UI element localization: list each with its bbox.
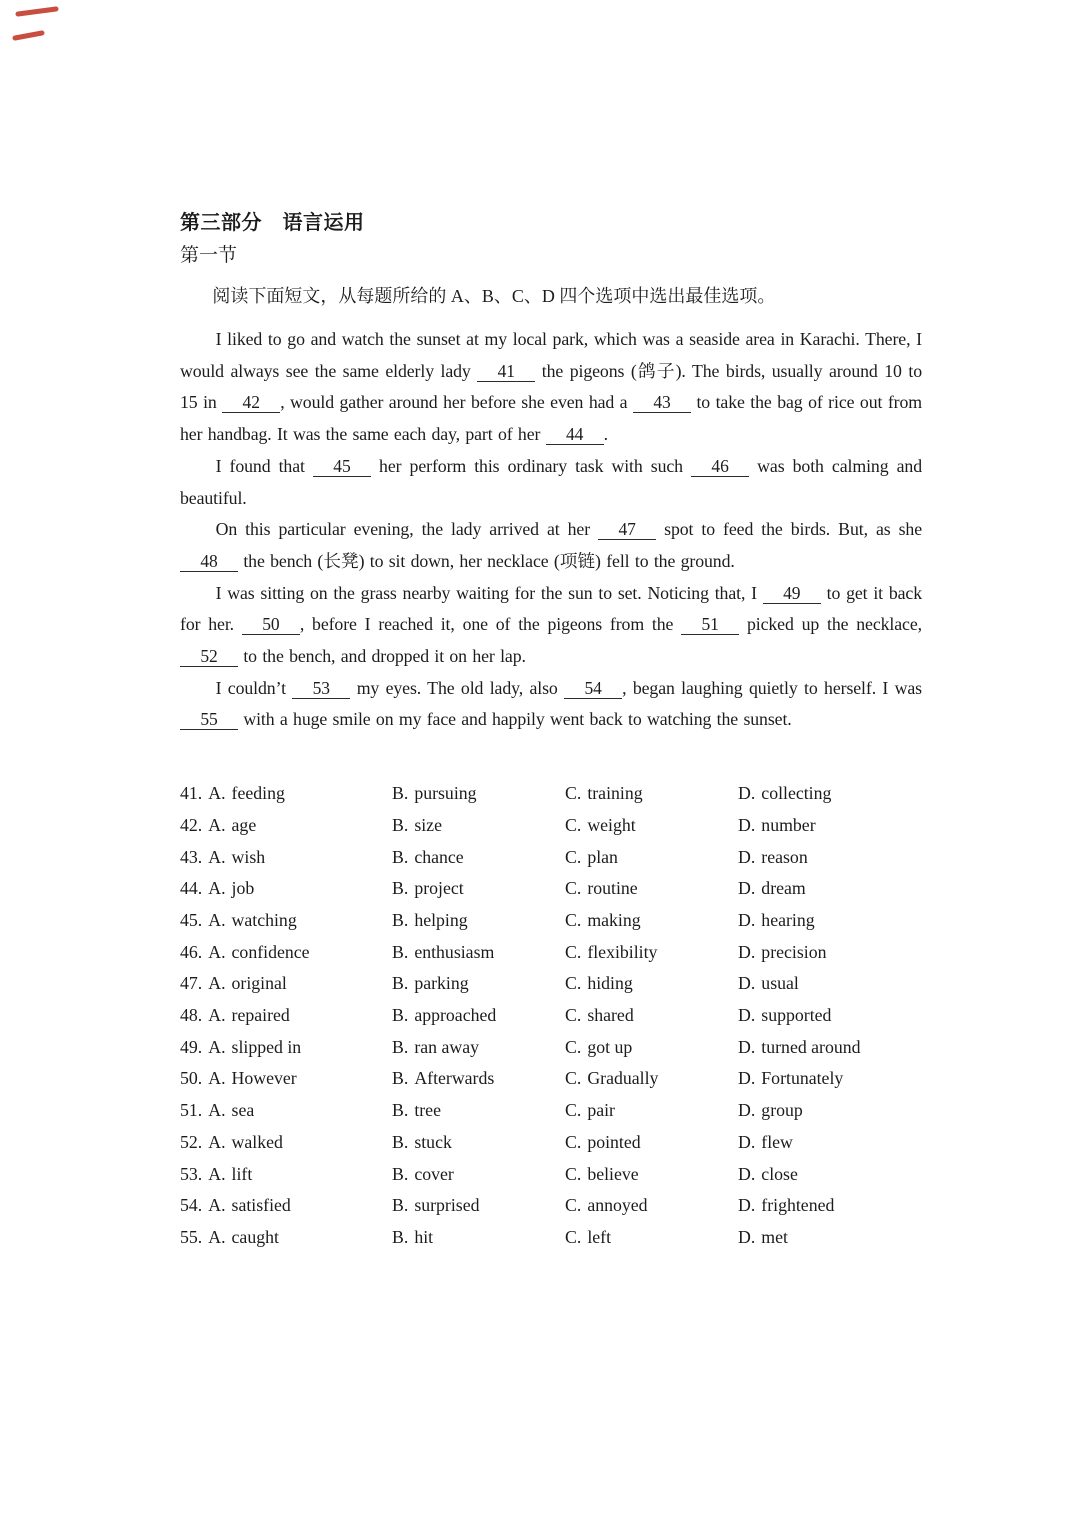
- question-47-option-d: [738, 968, 922, 1000]
- option-letter: D.: [738, 1068, 756, 1089]
- option-text: confidence: [231, 941, 310, 962]
- option-text: helping: [414, 909, 468, 930]
- question-55-option-a: [180, 1222, 392, 1254]
- option-letter: D.: [738, 941, 756, 962]
- question-row-42: [180, 810, 922, 842]
- question-row-45: [180, 905, 922, 937]
- option-letter: B.: [392, 1100, 409, 1121]
- question-41-option-a: [180, 778, 392, 810]
- option-text: hiding: [587, 973, 633, 994]
- question-41-option-d: [738, 778, 922, 810]
- question-row-46: [180, 937, 922, 969]
- question-45-option-d: [738, 905, 922, 937]
- passage-text: to the bench, and dropped it on her lap.: [238, 646, 526, 667]
- cloze-blank-54: 54: [564, 678, 622, 699]
- question-41-option-c: [565, 778, 738, 810]
- option-letter: B.: [392, 878, 409, 899]
- passage-text: picked up the necklace,: [739, 614, 922, 635]
- option-letter: D.: [738, 846, 756, 867]
- question-row-43: [180, 842, 922, 874]
- part-heading: 第三部分 语言运用: [180, 212, 365, 234]
- question-45-option-a: [180, 905, 392, 937]
- option-letter: C.: [565, 814, 582, 835]
- option-letter: B.: [392, 941, 409, 962]
- cloze-blank-41: 41: [477, 361, 535, 382]
- option-letter: B.: [392, 783, 409, 804]
- question-49-option-c: [565, 1032, 738, 1064]
- passage-text: the bench (长凳) to sit down, her necklace (项链) fell to the ground.: [238, 550, 735, 571]
- option-letter: C.: [565, 1163, 582, 1184]
- passage-text: with a huge smile on my face and happily went back to watching the sunset.: [238, 709, 792, 730]
- question-number: 55.: [180, 1226, 203, 1247]
- option-letter: B.: [392, 1163, 409, 1184]
- option-letter: A.: [208, 1131, 226, 1152]
- option-letter: B.: [392, 846, 409, 867]
- question-43-option-c: [565, 842, 738, 874]
- option-text: tree: [414, 1100, 441, 1121]
- question-41-option-b: [392, 778, 565, 810]
- cloze-blank-50: 50: [242, 614, 300, 635]
- option-text: ran away: [414, 1036, 479, 1057]
- option-text: Gradually: [587, 1068, 659, 1089]
- option-letter: A.: [208, 973, 226, 994]
- option-text: close: [761, 1163, 798, 1184]
- option-letter: A.: [208, 846, 226, 867]
- question-number: 53.: [180, 1163, 203, 1184]
- question-number: 49.: [180, 1036, 203, 1057]
- passage-paragraph: [180, 673, 922, 736]
- passage-text: to get it back for her.: [180, 582, 923, 635]
- question-47-option-c: [565, 968, 738, 1000]
- question-50-option-c: [565, 1063, 738, 1095]
- question-number: 51.: [180, 1100, 203, 1121]
- option-letter: D.: [738, 1100, 756, 1121]
- option-text: got up: [587, 1036, 633, 1057]
- option-text: feeding: [231, 783, 285, 804]
- cloze-blank-45: 45: [313, 456, 371, 477]
- option-letter: A.: [208, 1005, 226, 1026]
- option-text: original: [231, 973, 287, 994]
- passage-text: the pigeons (鸽子). The birds, usually around 10 to 15 in: [180, 360, 922, 413]
- question-row-44: [180, 873, 922, 905]
- question-51-option-d: [738, 1095, 922, 1127]
- cloze-blank-49: 49: [763, 583, 821, 604]
- cloze-blank-47: 47: [598, 519, 656, 540]
- option-text: making: [587, 909, 641, 930]
- option-text: repaired: [231, 1005, 290, 1026]
- question-47-option-b: [392, 968, 565, 1000]
- question-49-option-b: [392, 1032, 565, 1064]
- cloze-blank-55: 55: [180, 709, 238, 730]
- option-letter: D.: [738, 814, 756, 835]
- passage-text: was both calming and beautiful.: [180, 455, 922, 508]
- question-row-51: [180, 1095, 922, 1127]
- question-55-option-c: [565, 1222, 738, 1254]
- option-letter: C.: [565, 878, 582, 899]
- question-number: 50.: [180, 1068, 203, 1089]
- question-52-option-c: [565, 1127, 738, 1159]
- cloze-passage: [180, 324, 922, 736]
- question-number: 42.: [180, 814, 203, 835]
- option-text: chance: [414, 846, 464, 867]
- passage-text: .: [603, 424, 609, 445]
- option-text: hit: [414, 1226, 434, 1247]
- passage-text: I found that: [215, 455, 313, 476]
- question-number: 46.: [180, 941, 203, 962]
- question-49-option-a: [180, 1032, 392, 1064]
- passage-text: my eyes. The old lady, also: [350, 677, 565, 698]
- passage-paragraph: [180, 451, 922, 514]
- cloze-blank-53: 53: [292, 678, 350, 699]
- question-53-option-b: [392, 1159, 565, 1191]
- question-44-option-a: [180, 873, 392, 905]
- passage-text: , would gather around her before she even had a: [280, 392, 633, 413]
- option-text: believe: [587, 1163, 639, 1184]
- option-text: group: [761, 1100, 803, 1121]
- question-50-option-d: [738, 1063, 922, 1095]
- question-45-option-b: [392, 905, 565, 937]
- question-46-option-b: [392, 937, 565, 969]
- question-number: 41.: [180, 783, 203, 804]
- question-row-54: [180, 1190, 922, 1222]
- passage-text: I liked to go and watch the sunset at my local park, which was a seaside area in Karachi. There, I would always see the same elderly lady: [180, 329, 922, 381]
- question-53-option-d: [738, 1159, 922, 1191]
- option-text: shared: [587, 1005, 634, 1026]
- option-letter: A.: [208, 1195, 226, 1216]
- passage-text: I couldn’t: [215, 677, 293, 698]
- option-letter: D.: [738, 1036, 756, 1057]
- option-text: number: [761, 814, 816, 835]
- option-letter: D.: [738, 1131, 756, 1152]
- question-number: 47.: [180, 973, 203, 994]
- option-letter: C.: [565, 846, 582, 867]
- question-row-52: [180, 1127, 922, 1159]
- option-letter: A.: [208, 941, 226, 962]
- cloze-blank-52: 52: [180, 646, 238, 667]
- question-number: 45.: [180, 909, 203, 930]
- option-letter: A.: [208, 1068, 226, 1089]
- option-text: However: [231, 1068, 297, 1089]
- option-letter: C.: [565, 1068, 582, 1089]
- question-46-option-d: [738, 937, 922, 969]
- question-55-option-b: [392, 1222, 565, 1254]
- question-46-option-a: [180, 937, 392, 969]
- option-text: walked: [231, 1131, 283, 1152]
- option-text: dream: [761, 878, 806, 899]
- option-letter: D.: [738, 1226, 756, 1247]
- passage-paragraph: [180, 514, 922, 577]
- question-45-option-c: [565, 905, 738, 937]
- question-42-option-c: [565, 810, 738, 842]
- option-text: job: [231, 878, 255, 899]
- option-text: enthusiasm: [414, 941, 495, 962]
- passage-text: her perform this ordinary task with such: [370, 455, 692, 476]
- question-row-50: [180, 1063, 922, 1095]
- passage-text: to take the bag of rice out from her handbag. It was the same each day, part of her: [180, 392, 922, 445]
- options-table: [180, 778, 922, 1254]
- option-letter: B.: [392, 1005, 409, 1026]
- option-letter: D.: [738, 909, 756, 930]
- passage-text: I was sitting on the grass nearby waiting for the sun to set. Noticing that, I: [215, 582, 763, 603]
- cloze-blank-43: 43: [633, 392, 691, 413]
- question-50-option-a: [180, 1063, 392, 1095]
- option-text: surprised: [414, 1195, 480, 1216]
- option-text: watching: [231, 909, 297, 930]
- question-42-option-d: [738, 810, 922, 842]
- option-text: left: [587, 1226, 612, 1247]
- question-44-option-b: [392, 873, 565, 905]
- option-text: project: [414, 878, 464, 899]
- option-letter: D.: [738, 973, 756, 994]
- question-51-option-c: [565, 1095, 738, 1127]
- question-43-option-d: [738, 842, 922, 874]
- question-44-option-d: [738, 873, 922, 905]
- question-48-option-c: [565, 1000, 738, 1032]
- question-number: 43.: [180, 846, 203, 867]
- option-text: size: [414, 814, 442, 835]
- option-letter: D.: [738, 878, 756, 899]
- option-text: pursuing: [414, 783, 477, 804]
- cloze-blank-42: 42: [222, 392, 280, 413]
- question-48-option-b: [392, 1000, 565, 1032]
- option-letter: A.: [208, 1036, 226, 1057]
- cloze-blank-44: 44: [546, 424, 604, 445]
- option-letter: A.: [208, 1163, 226, 1184]
- question-53-option-c: [565, 1159, 738, 1191]
- option-text: met: [761, 1226, 788, 1247]
- option-text: turned around: [761, 1036, 861, 1057]
- option-text: routine: [587, 878, 638, 899]
- red-annotation-marks: [12, 2, 76, 50]
- option-letter: D.: [738, 783, 756, 804]
- option-letter: A.: [208, 878, 226, 899]
- option-text: lift: [231, 1163, 253, 1184]
- option-letter: C.: [565, 1100, 582, 1121]
- option-letter: C.: [565, 1195, 582, 1216]
- option-text: frightened: [761, 1195, 835, 1216]
- option-letter: B.: [392, 909, 409, 930]
- option-text: reason: [761, 846, 808, 867]
- option-letter: C.: [565, 1131, 582, 1152]
- question-48-option-a: [180, 1000, 392, 1032]
- content-area: [180, 207, 922, 1254]
- option-text: flew: [761, 1131, 793, 1152]
- option-letter: C.: [565, 909, 582, 930]
- option-letter: A.: [208, 909, 226, 930]
- option-letter: A.: [208, 1226, 226, 1247]
- option-letter: C.: [565, 1036, 582, 1057]
- option-text: approached: [414, 1005, 497, 1026]
- option-text: usual: [761, 973, 799, 994]
- question-48-option-d: [738, 1000, 922, 1032]
- option-text: plan: [587, 846, 618, 867]
- option-text: wish: [231, 846, 266, 867]
- option-text: Afterwards: [414, 1068, 495, 1089]
- question-46-option-c: [565, 937, 738, 969]
- option-text: slipped in: [231, 1036, 302, 1057]
- option-letter: D.: [738, 1005, 756, 1026]
- cloze-blank-48: 48: [180, 551, 238, 572]
- option-letter: B.: [392, 814, 409, 835]
- question-55-option-d: [738, 1222, 922, 1254]
- option-letter: B.: [392, 1068, 409, 1089]
- instructions-text: 阅读下面短文，从每题所给的 A、B、C、D 四个选项中选出最佳选项。: [212, 286, 776, 306]
- passage-text: , began laughing quietly to herself. I was: [622, 677, 922, 698]
- option-letter: B.: [392, 1195, 409, 1216]
- passage-text: , before I reached it, one of the pigeons from the: [299, 614, 682, 635]
- option-letter: B.: [392, 1131, 409, 1152]
- option-text: caught: [231, 1226, 279, 1247]
- option-letter: B.: [392, 973, 409, 994]
- question-53-option-a: [180, 1159, 392, 1191]
- option-text: hearing: [761, 909, 815, 930]
- question-row-41: [180, 778, 922, 810]
- option-text: training: [587, 783, 643, 804]
- option-letter: D.: [738, 1195, 756, 1216]
- option-letter: B.: [392, 1226, 409, 1247]
- question-number: 44.: [180, 878, 203, 899]
- option-text: weight: [587, 814, 636, 835]
- option-text: annoyed: [587, 1195, 648, 1216]
- question-52-option-d: [738, 1127, 922, 1159]
- option-letter: C.: [565, 1226, 582, 1247]
- question-54-option-a: [180, 1190, 392, 1222]
- question-47-option-a: [180, 968, 392, 1000]
- question-51-option-b: [392, 1095, 565, 1127]
- question-52-option-a: [180, 1127, 392, 1159]
- option-letter: B.: [392, 1036, 409, 1057]
- question-row-47: [180, 968, 922, 1000]
- option-letter: C.: [565, 1005, 582, 1026]
- option-text: Fortunately: [761, 1068, 844, 1089]
- option-text: collecting: [761, 783, 832, 804]
- option-letter: C.: [565, 941, 582, 962]
- question-54-option-b: [392, 1190, 565, 1222]
- cloze-blank-51: 51: [681, 614, 739, 635]
- question-43-option-a: [180, 842, 392, 874]
- question-52-option-b: [392, 1127, 565, 1159]
- option-text: pointed: [587, 1131, 641, 1152]
- question-44-option-c: [565, 873, 738, 905]
- question-row-53: [180, 1159, 922, 1191]
- option-letter: C.: [565, 783, 582, 804]
- question-50-option-b: [392, 1063, 565, 1095]
- option-text: sea: [231, 1100, 255, 1121]
- question-49-option-d: [738, 1032, 922, 1064]
- question-number: 48.: [180, 1005, 203, 1026]
- question-number: 52.: [180, 1131, 203, 1152]
- option-letter: A.: [208, 1100, 226, 1121]
- option-letter: A.: [208, 814, 226, 835]
- option-text: supported: [761, 1005, 832, 1026]
- section-heading: 第一节: [180, 245, 238, 266]
- option-letter: A.: [208, 783, 226, 804]
- option-letter: C.: [565, 973, 582, 994]
- option-text: age: [231, 814, 257, 835]
- option-text: precision: [761, 941, 827, 962]
- option-text: stuck: [414, 1131, 452, 1152]
- option-text: pair: [587, 1100, 615, 1121]
- question-51-option-a: [180, 1095, 392, 1127]
- question-row-55: [180, 1222, 922, 1254]
- question-row-49: [180, 1032, 922, 1064]
- question-42-option-b: [392, 810, 565, 842]
- question-54-option-c: [565, 1190, 738, 1222]
- option-text: parking: [414, 973, 469, 994]
- passage-text: On this particular evening, the lady arrived at her: [215, 519, 599, 540]
- passage-text: spot to feed the birds. But, as she: [656, 519, 922, 540]
- passage-paragraph: [180, 578, 922, 673]
- question-row-48: [180, 1000, 922, 1032]
- passage-paragraph: [180, 324, 922, 451]
- option-letter: D.: [738, 1163, 756, 1184]
- question-54-option-d: [738, 1190, 922, 1222]
- question-number: 54.: [180, 1195, 203, 1216]
- option-text: flexibility: [587, 941, 658, 962]
- question-42-option-a: [180, 810, 392, 842]
- cloze-blank-46: 46: [691, 456, 749, 477]
- option-text: satisfied: [231, 1195, 291, 1216]
- option-text: cover: [414, 1163, 454, 1184]
- question-43-option-b: [392, 842, 565, 874]
